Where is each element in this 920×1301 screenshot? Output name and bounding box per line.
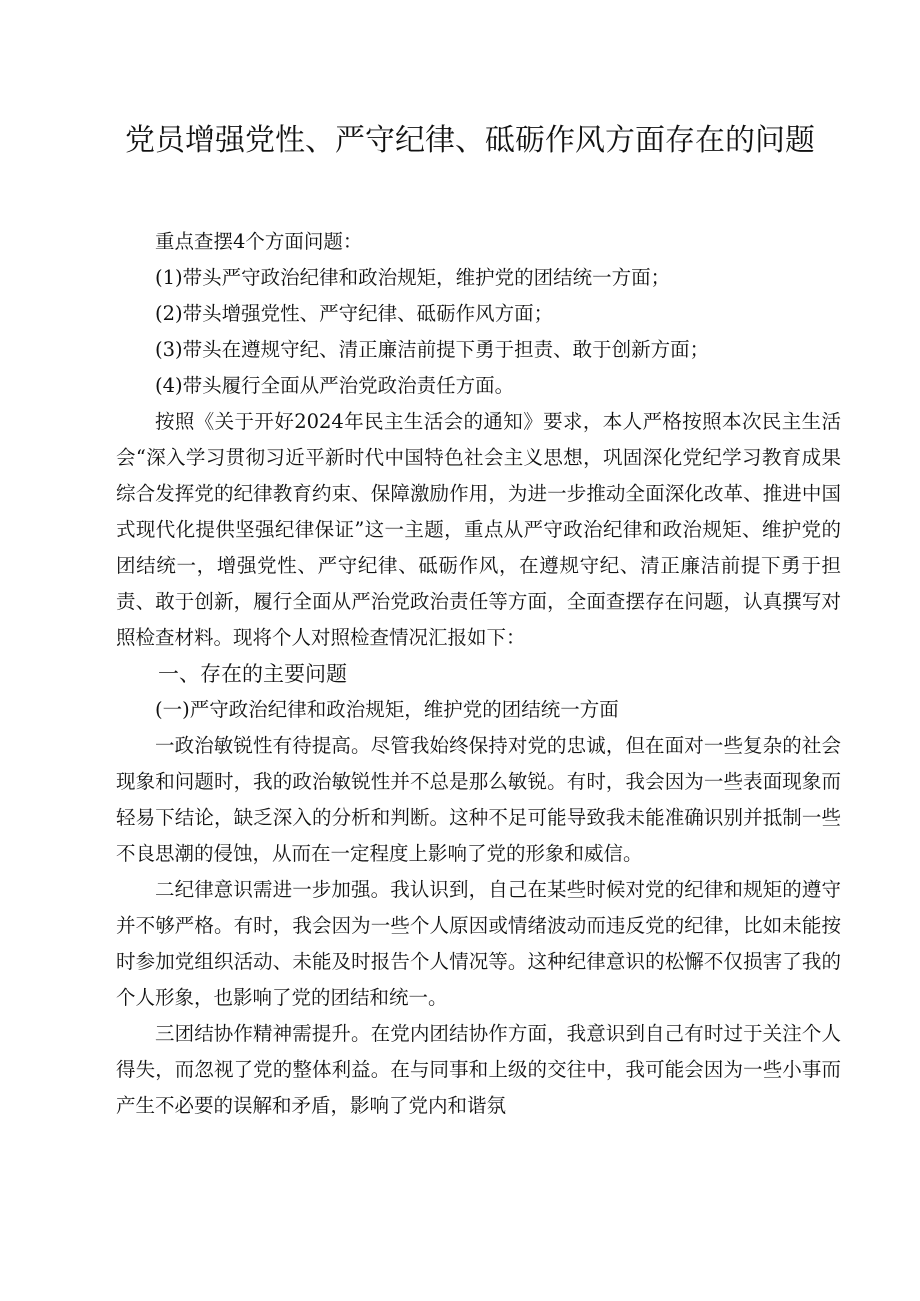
body-paragraph: 三团结协作精神需提升。在党内团结协作方面，我意识到自己有时过于关注个人得失，而忽视了党的整体利益。在与同事和上级的交往中，我可能会因为一些小事而产生不必要的误解和矛盾，影响了党内和谐氛 — [116, 1022, 841, 1117]
intro-line: 重点查摆4个方面问题： — [155, 230, 363, 253]
subsection-heading: (一)严守政治纪律和政治规矩，维护党的团结统一方面 — [155, 698, 619, 721]
document-body — [116, 224, 841, 1124]
aspect-item: (3)带头在遵规守纪、清正廉洁前提下勇于担责、敢于创新方面； — [155, 338, 710, 361]
body-paragraph: 一政治敏锐性有待提高。尽管我始终保持对党的忠诚，但在面对一些复杂的社会现象和问题时，我的政治敏锐性并不总是那么敏锐。有时，我会因为一些表面现象而轻易下结论，缺乏深入的分析和判断。这种不足可能导致我未能准确识别并抵制一些不良思潮的侵蚀，从而在一定程度上影响了党的形象和威信。 — [116, 734, 841, 865]
document-title: 党员增强党性、严守纪律、砥砺作风方面存在的问题 — [125, 123, 815, 158]
aspect-item: (4)带头履行全面从严治党政治责任方面。 — [155, 374, 515, 397]
aspect-item: (1)带头严守政治纪律和政治规矩，维护党的团结统一方面； — [155, 266, 671, 289]
preamble-paragraph: 按照《关于开好2024年民主生活会的通知》要求，本人严格按照本次民主生活会“深入学习贯彻习近平新时代中国特色社会主义思想，巩固深化党纪学习教育成果综合发挥党的纪律教育约束、保障激励作用，为进一步推动全面深化改革、推进中国式现代化提供坚强纪律保证”这一主题，重点从严守政治纪律和政治规矩、维护党的团结统一，增强党性、严守纪律、砥砺作风，在遵规守纪、清正廉洁前提下勇于担责、敢于创新，履行全面从严治党政治责任等方面，全面查摆存在问题，认真撰写对照检查材料。现将个人对照检查情况汇报如下： — [116, 410, 841, 649]
body-paragraph: 二纪律意识需进一步加强。我认识到，自己在某些时候对党的纪律和规矩的遵守并不够严格。有时，我会因为一些个人原因或情绪波动而违反党的纪律，比如未能按时参加党组织活动、未能及时报告个人情况等。这种纪律意识的松懈不仅损害了我的个人形象，也影响了党的团结和统一。 — [116, 878, 841, 1009]
aspect-item: (2)带头增强党性、严守纪律、砥砺作风方面； — [155, 302, 554, 325]
section-heading: 一、存在的主要问题 — [158, 662, 347, 686]
